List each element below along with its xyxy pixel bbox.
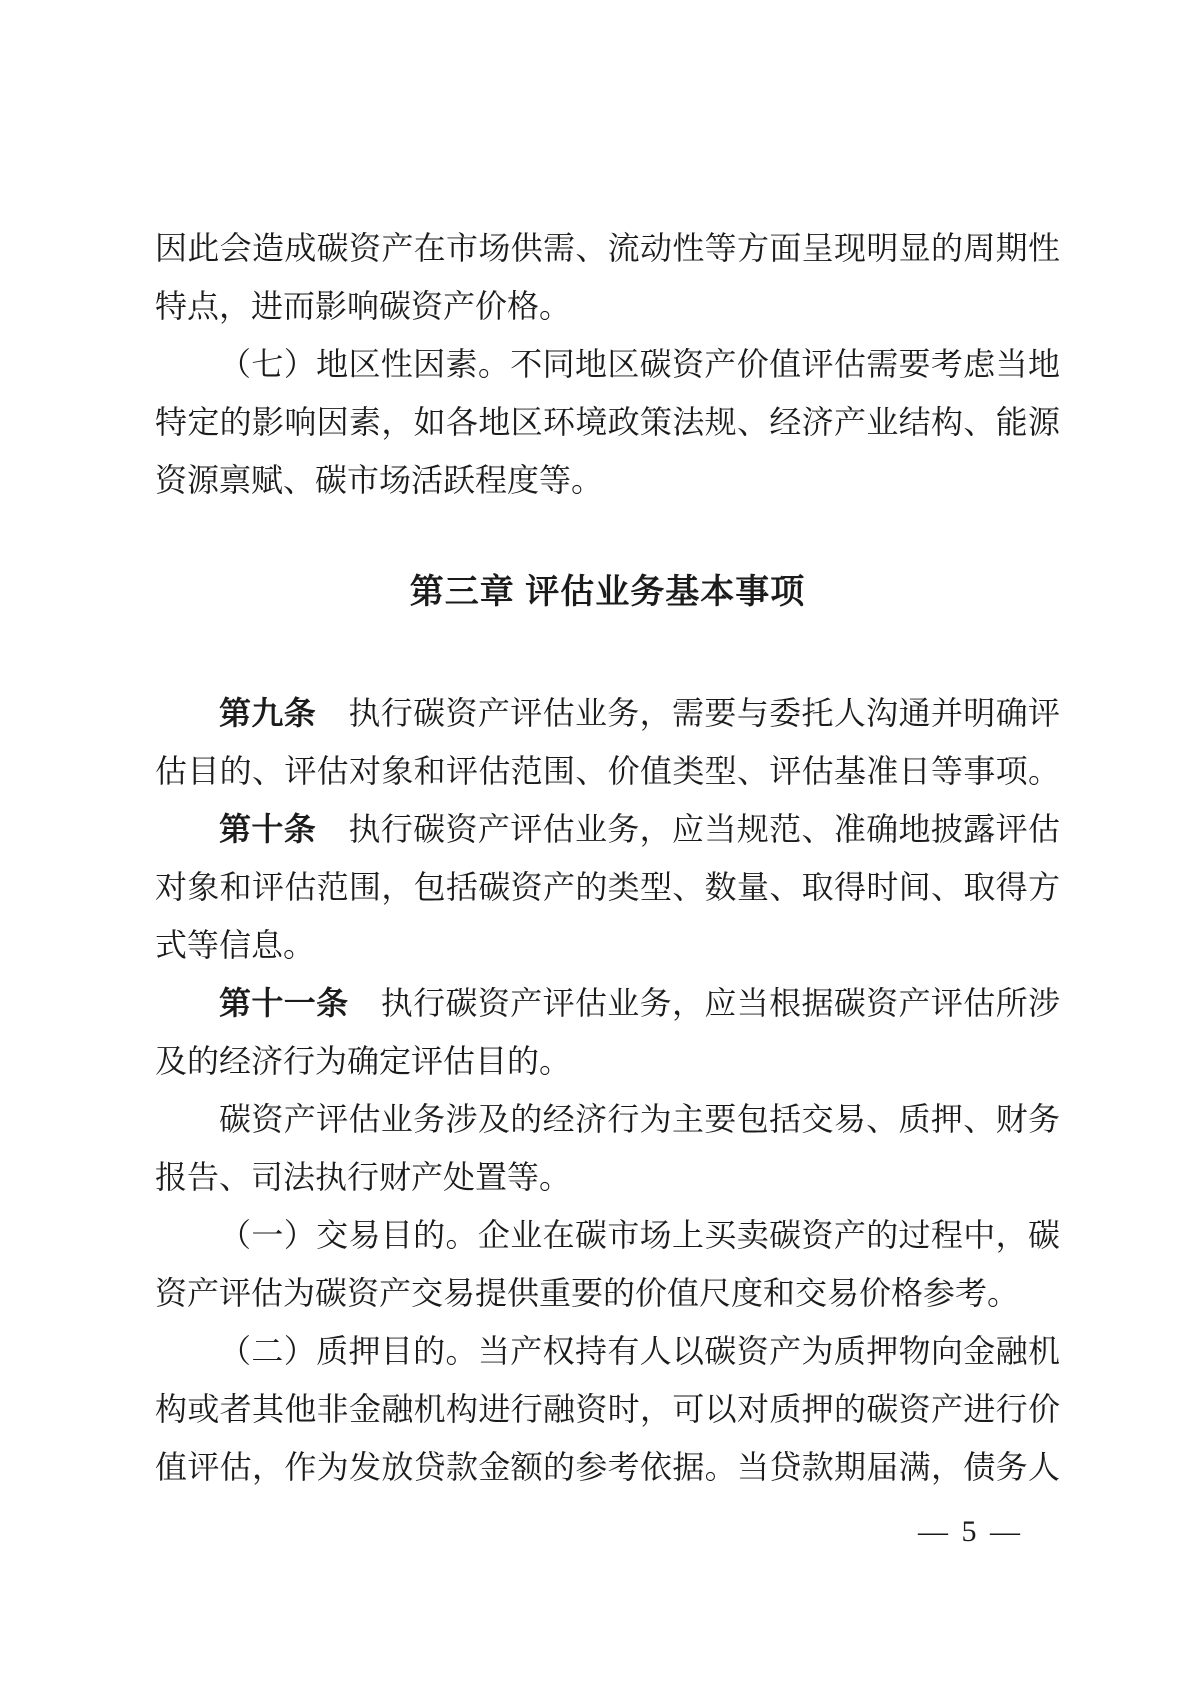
text-line bbox=[155, 219, 1060, 277]
bold-term: 第十条 bbox=[219, 811, 317, 847]
text-segment: 报告、司法执行财产处置等。 bbox=[155, 1159, 572, 1195]
text-line bbox=[155, 916, 1060, 974]
text-line bbox=[155, 393, 1060, 451]
text-line bbox=[155, 858, 1060, 916]
text-segment: 特定的影响因素，如各地区环境政策法规、经济产业结构、能源 bbox=[155, 404, 1060, 440]
text-line bbox=[155, 1380, 1060, 1438]
text-segment: 资产评估为碳资产交易提供重要的价值尺度和交易价格参考。 bbox=[155, 1275, 1020, 1311]
bold-term: 第九条 bbox=[219, 695, 317, 731]
text-segment: （一）交易目的。企业在碳市场上买卖碳资产的过程中，碳 bbox=[219, 1217, 1060, 1253]
text-segment: 式等信息。 bbox=[155, 927, 316, 963]
text-segment: 构或者其他非金融机构进行融资时，可以对质押的碳资产进行价 bbox=[155, 1391, 1060, 1427]
text-segment: 估目的、评估对象和评估范围、价值类型、评估基准日等事项。 bbox=[155, 753, 1060, 789]
text-line bbox=[155, 1206, 1060, 1264]
text-line bbox=[155, 1032, 1060, 1090]
text-line bbox=[155, 1148, 1060, 1206]
text-line bbox=[155, 277, 1060, 335]
text-line bbox=[155, 335, 1060, 393]
text-segment: 值评估，作为发放贷款金额的参考依据。当贷款期届满，债务人 bbox=[155, 1449, 1060, 1485]
text-segment: 及的经济行为确定评估目的。 bbox=[155, 1043, 572, 1079]
page-number: — 5 — bbox=[918, 1515, 1023, 1548]
text-segment: 特点，进而影响碳资产价格。 bbox=[155, 288, 572, 324]
text-segment: 执行碳资产评估业务，应当根据碳资产评估所涉 bbox=[348, 985, 1060, 1021]
text-line bbox=[155, 1090, 1060, 1148]
text-line bbox=[155, 742, 1060, 800]
text-line bbox=[155, 1438, 1060, 1496]
text-segment: （二）质押目的。当产权持有人以碳资产为质押物向金融机 bbox=[219, 1333, 1060, 1369]
text-line bbox=[155, 451, 1060, 509]
text-segment: （七）地区性因素。不同地区碳资产价值评估需要考虑当地 bbox=[219, 346, 1060, 382]
text-segment: 碳资产评估业务涉及的经济行为主要包括交易、质押、财务 bbox=[219, 1101, 1060, 1137]
text-segment: 因此会造成碳资产在市场供需、流动性等方面呈现明显的周期性 bbox=[155, 230, 1060, 266]
text-segment: 执行碳资产评估业务，需要与委托人沟通并明确评 bbox=[316, 695, 1060, 731]
text-block bbox=[155, 219, 1060, 1496]
text-segment: 资源禀赋、碳市场活跃程度等。 bbox=[155, 462, 604, 498]
chapter-heading bbox=[155, 563, 1060, 621]
text-line bbox=[155, 1322, 1060, 1380]
text-line bbox=[155, 1264, 1060, 1322]
text-line bbox=[155, 684, 1060, 742]
text-segment: 执行碳资产评估业务，应当规范、准确地披露评估 bbox=[316, 811, 1060, 847]
text-line bbox=[155, 974, 1060, 1032]
text-segment: 对象和评估范围，包括碳资产的类型、数量、取得时间、取得方 bbox=[155, 869, 1060, 905]
bold-term: 第十一条 bbox=[219, 985, 349, 1021]
bold-term: 第三章 评估业务基本事项 bbox=[409, 573, 806, 611]
text-line bbox=[155, 800, 1060, 858]
